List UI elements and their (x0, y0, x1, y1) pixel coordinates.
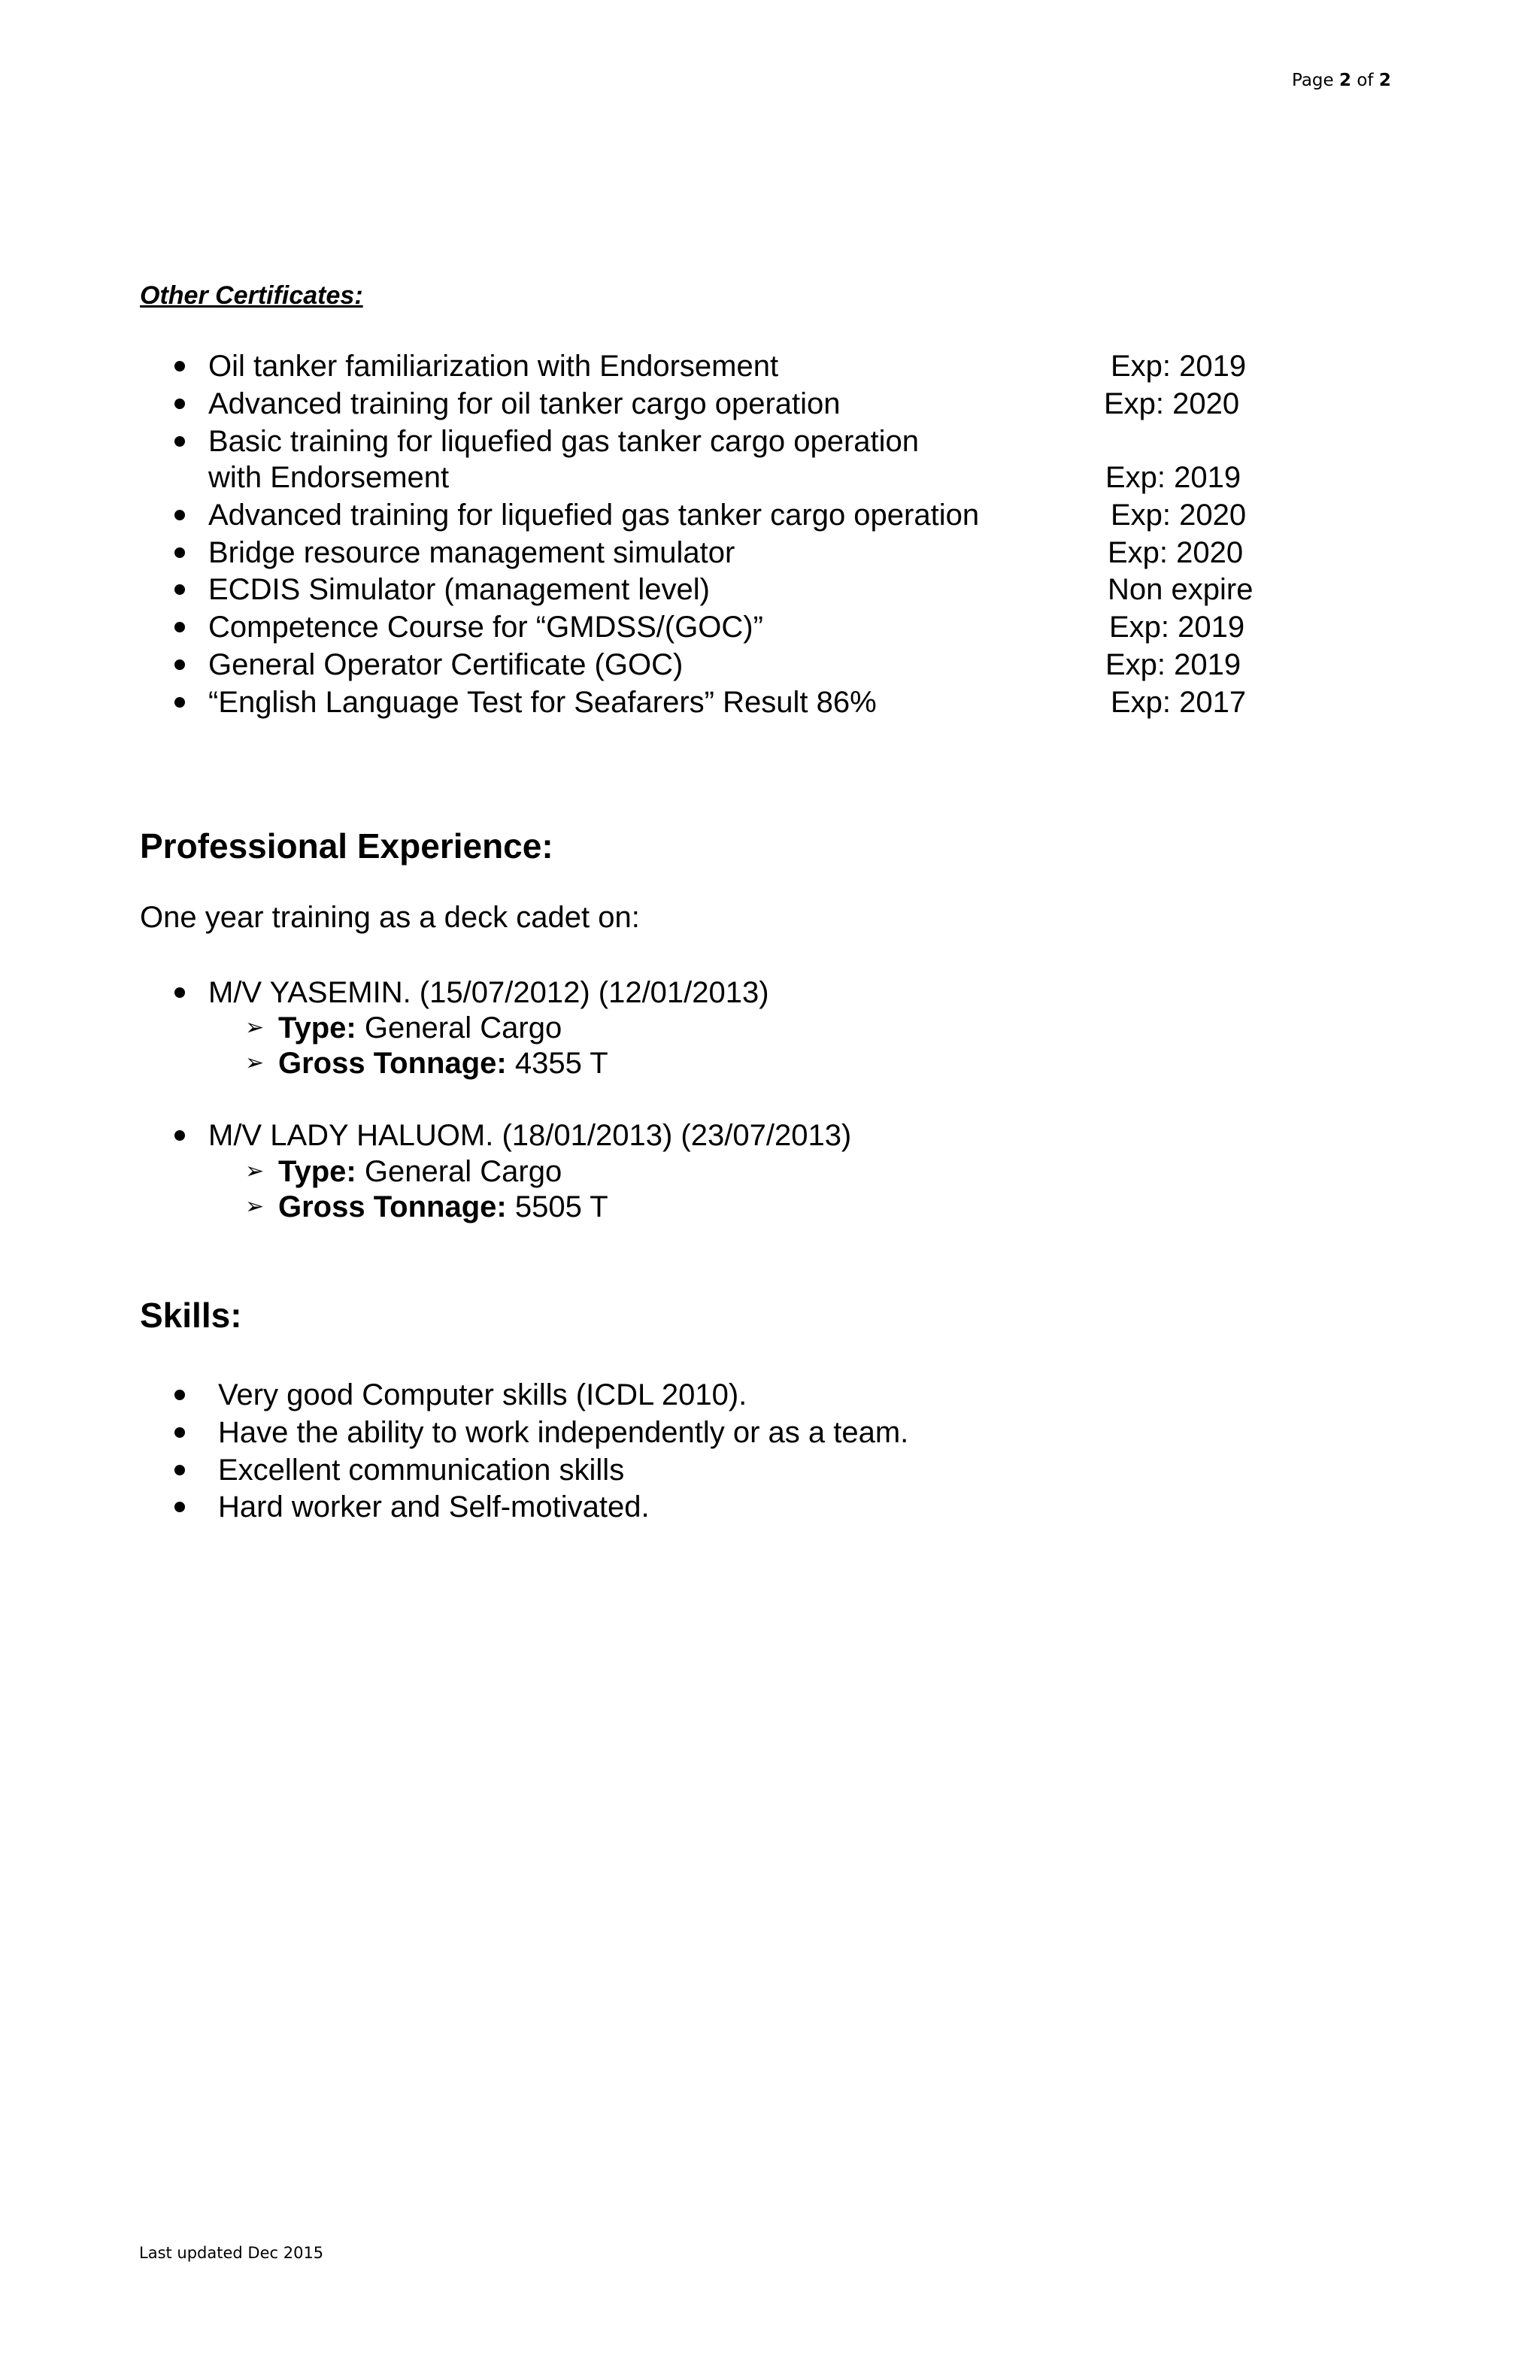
vessel-tonnage-label: Gross Tonnage: (278, 1190, 507, 1223)
certificate-name-continued: with Endorsement (208, 461, 450, 494)
certificate-expiry: Exp: 2020 (1104, 387, 1240, 420)
experience-intro: One year training as a deck cadet on: (140, 901, 640, 934)
certificate-name: General Operator Certificate (GOC) (208, 648, 684, 681)
certificate-expiry: Exp: 2020 (1108, 536, 1244, 569)
certificate-expiry: Exp: 2019 (1105, 648, 1241, 681)
certificate-name: Basic training for liquefied gas tanker cargo operation (208, 425, 919, 458)
arrow-bullet-icon: ➢ (245, 1194, 265, 1219)
bullet-icon (174, 987, 185, 998)
page-current: 2 (1339, 71, 1352, 90)
skill-text: Excellent communication skills (218, 1454, 625, 1487)
bullet-icon (174, 584, 185, 595)
certificate-name: Bridge resource management simulator (208, 536, 735, 569)
page-total: 2 (1378, 71, 1391, 90)
arrow-bullet-icon: ➢ (245, 1015, 265, 1040)
experience-title: Professional Experience: (140, 826, 553, 866)
bullet-icon (174, 361, 185, 371)
certificate-name: Advanced training for liquefied gas tanker cargo operation (208, 499, 980, 532)
vessel-tonnage-value: 5505 T (514, 1190, 608, 1223)
arrow-bullet-icon: ➢ (245, 1159, 265, 1184)
bullet-icon (174, 399, 185, 409)
vessel-name: M/V LADY HALUOM. (18/01/2013) (23/07/2013) (208, 1119, 852, 1152)
bullet-icon (174, 436, 185, 447)
vessel-tonnage (278, 1189, 608, 1225)
skill-text: Have the ability to work independently or as a team. (218, 1416, 909, 1449)
skills-title: Skills: (140, 1296, 242, 1335)
vessel-type-label: Type: (278, 1155, 356, 1188)
page-of: of (1357, 71, 1374, 90)
bullet-icon (174, 1427, 185, 1438)
certificate-name: ECDIS Simulator (management level) (208, 573, 710, 606)
vessel-tonnage-label: Gross Tonnage: (278, 1047, 507, 1080)
skill-text: Hard worker and Self-motivated. (218, 1490, 650, 1524)
bullet-icon (174, 547, 185, 558)
page-prefix: Page (1292, 71, 1334, 90)
skill-text: Very good Computer skills (ICDL 2010). (218, 1378, 747, 1411)
vessel-tonnage (278, 1045, 608, 1081)
bullet-icon (174, 622, 185, 632)
certificate-expiry: Exp: 2017 (1111, 686, 1247, 719)
vessel-type (278, 1154, 562, 1190)
page-number (1292, 71, 1391, 90)
certificate-expiry: Exp: 2019 (1111, 350, 1247, 383)
bullet-icon (174, 1502, 185, 1512)
certificate-expiry: Non expire (1108, 573, 1254, 606)
arrow-bullet-icon: ➢ (245, 1051, 265, 1075)
bullet-icon (174, 1130, 185, 1141)
certificate-expiry: Exp: 2019 (1109, 611, 1245, 644)
vessel-type-label: Type: (278, 1011, 356, 1044)
other-certificates-title: Other Certificates: (140, 281, 363, 310)
certificate-expiry: Exp: 2020 (1111, 499, 1247, 532)
certificate-expiry: Exp: 2019 (1105, 461, 1241, 494)
vessel-type (278, 1010, 562, 1046)
bullet-icon (174, 697, 185, 708)
certificate-name: Competence Course for “GMDSS/(GOC)” (208, 611, 763, 644)
vessel-type-value: General Cargo (364, 1155, 562, 1188)
certificate-name: Advanced training for oil tanker cargo operation (208, 387, 841, 420)
vessel-name: M/V YASEMIN. (15/07/2012) (12/01/2013) (208, 976, 769, 1009)
vessel-tonnage-value: 4355 T (514, 1047, 608, 1080)
vessel-type-value: General Cargo (364, 1011, 562, 1044)
bullet-icon (174, 1465, 185, 1475)
footer-last-updated: Last updated Dec 2015 (139, 2244, 324, 2262)
bullet-icon (174, 1390, 185, 1400)
certificate-name: “English Language Test for Seafarers” Result 86% (208, 686, 877, 719)
certificate-name: Oil tanker familiarization with Endorsement (208, 350, 779, 383)
bullet-icon (174, 510, 185, 520)
bullet-icon (174, 659, 185, 670)
